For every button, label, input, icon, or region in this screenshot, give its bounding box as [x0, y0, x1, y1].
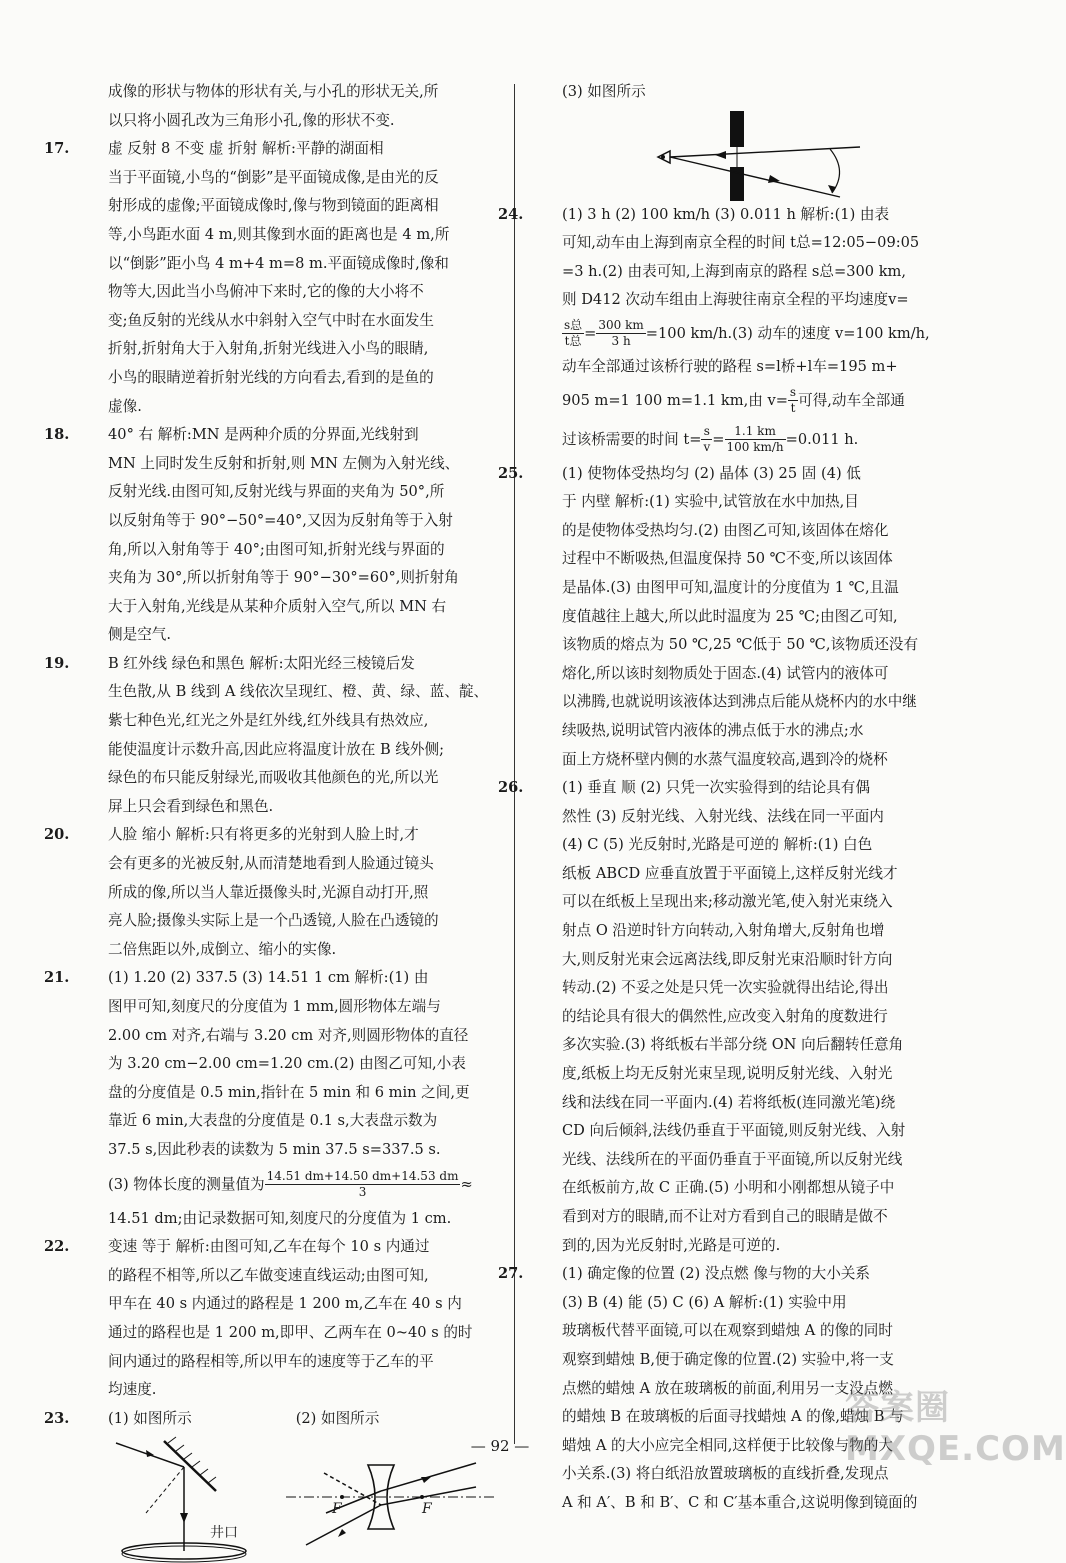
formula-line: 过该桥需要的时间 t= $\frac{s}{v}$ = $\frac{1.1 km}{100 km/h}$ =0.011 h. — [562, 424, 859, 455]
answer-19 — [44, 650, 496, 822]
text-line: 会有更多的光被反射,从而清楚地看到人脸通过镜头 — [108, 855, 434, 873]
text-line: 转动.(2) 不妥之处是只凭一次实验就得出结论,得出 — [562, 979, 889, 997]
text-line: (4) C (5) 光反射时,光路是可逆的 解析:(1) 白色 — [562, 836, 873, 854]
text-line: 多次实验.(3) 将纸板右半部分绕 ON 向后翻转任意角 — [562, 1036, 904, 1054]
fraction-numerator: s — [701, 424, 712, 440]
text-line: (1) 3 h (2) 100 km/h (3) 0.011 h 解析:(1) 由表 — [562, 205, 890, 223]
intro-answer — [76, 78, 496, 135]
fraction-numerator: 300 km — [598, 318, 644, 333]
text-line: 度,纸板上均无反射光束呈现,说明反射光线、入射光 — [562, 1065, 893, 1083]
text-line: 光线、法线所在的平面仍垂直于平面镜,所以反射光线 — [562, 1150, 903, 1168]
text-line: 图甲可知,刻度尺的分度值为 1 mm,圆形物体左端与 — [108, 998, 441, 1015]
text-line: 以反射角等于 90°−50°=40°,又因为反射角等于入射 — [108, 511, 453, 529]
text-line: 成像的形状与物体的形状有关,与小孔的形状无关,所 — [108, 83, 439, 100]
fraction-denominator: t — [790, 401, 796, 416]
text-line: A 和 A′、B 和 B′、C 和 C′基本重合,这说明像到镜面的 — [562, 1493, 918, 1511]
text-line: 小鸟的眼睛逆着折射光线的方向看去,看到的是鱼的 — [108, 368, 434, 386]
text-line: 亮人脸;摄像头实际上是一个凸透镜,人脸在凸透镜的 — [108, 912, 439, 930]
text-line: 玻璃板代替平面镜,可以在观察到蜡烛 A 的像的同时 — [562, 1322, 893, 1340]
text-line: 的路程不相等,所以乙车做变速直线运动;由图可知, — [108, 1266, 429, 1284]
text-segment: =0.011 h. — [785, 430, 859, 448]
answer-23 — [44, 1405, 496, 1563]
question-number: 23. — [44, 1409, 70, 1427]
answer-25 — [498, 460, 950, 775]
text-line: 屏上只会看到绿色和黑色. — [108, 797, 274, 815]
fraction-denominator: 100 km/h — [726, 440, 784, 455]
text-line: 物等大,因此当小鸟俯冲下来时,它的像的大小将不 — [108, 283, 424, 301]
fraction-denominator: v — [703, 440, 711, 455]
text-line: 过程中不断吸热,但温度保持 50 ℃不变,所以该固体 — [562, 550, 893, 568]
answer-23-part3 — [530, 78, 950, 107]
answer-22 — [44, 1233, 496, 1405]
question-number: 25. — [498, 464, 524, 482]
text-line: 所成的像,所以当人靠近摄像头时,光源自动打开,照 — [108, 883, 429, 901]
text-line: 折射,折射角大于入射角,折射光线进入小鸟的眼睛, — [108, 340, 429, 358]
text-line: 反射光线.由图可知,反射光线与界面的夹角为 50°,所 — [108, 483, 445, 501]
question-number: 24. — [498, 205, 524, 223]
text-line: =3 h.(2) 由表可知,上海到南京的路程 s总=300 km, — [562, 262, 907, 280]
figure-caption-3: (3) 如图所示 — [562, 83, 646, 100]
text-line: 小关系.(3) 将白纸沿放置玻璃板的直线折叠,发现点 — [562, 1465, 889, 1483]
text-line: 射形成的虚像;平面镜成像时,像与物到镜面的距离相 — [108, 197, 439, 215]
text-line: 续吸热,说明试管内液体的沸点低于水的沸点;水 — [562, 721, 864, 739]
text-line: 动车全部通过该桥行驶的路程 s=l桥+l车=195 m+ — [562, 357, 898, 375]
text-line: 变速 等于 解析:由图可知,乙车在每个 10 s 内通过 — [108, 1238, 430, 1256]
focus-label-right: F — [422, 1501, 432, 1518]
text-line: 角,所以入射角等于 40°;由图可知,折射光线与界面的 — [108, 540, 445, 558]
text-line: (1) 确定像的位置 (2) 没点燃 像与物的大小关系 — [562, 1265, 870, 1283]
text-line: 在纸板前方,故 C 正确.(5) 小明和小刚都想从镜子中 — [562, 1179, 895, 1197]
average-fraction — [265, 1169, 461, 1200]
text-line: (1) 使物体受热均匀 (2) 晶体 (3) 25 固 (4) 低 — [562, 464, 861, 482]
text-line: 当于平面镜,小鸟的“倒影”是平面镜成像,是由光的反 — [108, 168, 439, 186]
text-line: 是晶体.(3) 由图甲可知,温度计的分度值为 1 ℃,且温 — [562, 578, 899, 596]
formula-line: $\frac{\text{s总}}{\text{t总}}$ = $\frac{300 km}{3 h}$ =100 km/h.(3) 动车的速度 v=100 km/h, — [564, 318, 930, 349]
text-line: 以只将小圆孔改为三角形小孔,像的形状不变. — [108, 111, 395, 129]
figure-caption-1: (1) 如图所示 — [108, 1409, 192, 1427]
text-line: 虚 反射 8 不变 虚 折射 解析:平静的湖面相 — [108, 140, 384, 158]
text-line: 到的,因为光反射时,光路是可逆的. — [562, 1236, 781, 1254]
text-line: 二倍焦距以外,成倒立、缩小的实像. — [108, 940, 337, 958]
text-line: 蜡烛 A 的大小应完全相同,这样便于比较像与物的大 — [562, 1436, 893, 1454]
answer-20 — [44, 821, 496, 964]
formula-suffix: ≈ — [460, 1175, 473, 1193]
fraction-numerator: 1.1 km — [725, 424, 786, 440]
text-line: 该物质的熔点为 50 ℃,25 ℃低于 50 ℃,该物质还没有 — [562, 636, 919, 654]
text-line: 的是使物体受热均匀.(2) 由图乙可知,该固体在熔化 — [562, 521, 889, 539]
text-line: 看到对方的眼睛,而不让对方看到自己的眼睛是做不 — [562, 1208, 888, 1225]
text-line: 然性 (3) 反射光线、入射光线、法线在同一平面内 — [562, 807, 884, 825]
text-line: (1) 1.20 (2) 337.5 (3) 14.51 1 cm 解析:(1) 由 — [108, 969, 429, 987]
fraction — [562, 318, 584, 349]
text-line: 甲车在 40 s 内通过的路程是 1 200 m,乙车在 40 s 内 — [108, 1295, 462, 1313]
text-segment: 过该桥需要的时间 t= — [562, 430, 702, 448]
question-number: 22. — [44, 1238, 70, 1256]
text-line: 均速度. — [108, 1381, 157, 1399]
text-line: 则 D412 次动车组由上海驶往南京全程的平均速度v= — [562, 291, 909, 309]
text-line: 间内通过的路程相等,所以甲车的速度等于乙车的平 — [108, 1352, 434, 1370]
left-column — [44, 78, 496, 1563]
formula-line — [530, 382, 950, 420]
question-number: 17. — [44, 140, 70, 158]
text-line: 绿色的布只能反射绿光,而吸收其他颜色的光,所以光 — [108, 769, 439, 787]
text-line: 为 3.20 cm−2.00 cm=1.20 cm.(2) 由图乙可知,小表 — [108, 1055, 466, 1073]
text-line: 夹角为 30°,所以折射角等于 90°−30°=60°,则折射角 — [108, 569, 459, 587]
text-line: 大于入射角,光线是从某种介质射入空气,所以 MN 右 — [108, 597, 447, 615]
answer-18 — [44, 421, 496, 650]
question-number: 21. — [44, 969, 70, 987]
answer-24 — [498, 201, 950, 460]
text-line: 纸板 ABCD 应垂直放置于平面镜上,这样反射光线才 — [562, 864, 898, 882]
well-label: 井口 — [210, 1525, 238, 1542]
text-line: 变;鱼反射的光线从水中斜射入空气中时在水面发生 — [108, 311, 434, 329]
text-line: 的蜡烛 B 在玻璃板的后面寻找蜡烛 A 的像,蜡烛 B 与 — [562, 1408, 904, 1426]
fraction-denominator: 3 — [358, 1185, 367, 1200]
text-segment: 可得,动车全部通 — [798, 391, 905, 409]
fraction-denominator: t总 — [564, 334, 582, 349]
text-line: 以沸腾,也就说明该液体达到沸点后能从烧杯内的水中继 — [562, 693, 917, 711]
text-line: 熔化,所以该时刻物质处于固态.(4) 试管内的液体可 — [562, 664, 889, 682]
text-line: 可以在纸板上呈现出来;移动激光笔,使入射光束绕入 — [562, 893, 893, 911]
formula-prefix: (3) 物体长度的测量值为 — [108, 1175, 265, 1193]
fraction-numerator: s — [789, 385, 797, 400]
text-line: (3) B (4) 能 (5) C (6) A 解析:(1) 实验中用 — [562, 1293, 847, 1311]
text-line: 度值越往上越大,所以此时温度为 25 ℃;由图乙可知, — [562, 607, 898, 625]
text-line: 37.5 s,因此秒表的读数为 5 min 37.5 s=337.5 s. — [108, 1140, 441, 1158]
focus-label-left: F — [332, 1501, 342, 1518]
text-segment: =100 km/h.(3) 动车的速度 v=100 km/h, — [645, 324, 930, 342]
text-line: 面上方烧杯壁内侧的水蒸气温度较高,遇到冷的烧杯 — [562, 750, 888, 768]
fraction — [788, 385, 798, 416]
text-segment: 905 m=1 100 m=1.1 km,由 v= — [562, 391, 788, 409]
figure-mirror-eye — [530, 107, 950, 201]
fraction — [596, 318, 645, 349]
answer-17 — [44, 135, 496, 421]
text-line: 通过的路程也是 1 200 m,即甲、乙两车在 0~40 s 的时 — [108, 1323, 473, 1341]
text-line: CD 向后倾斜,法线仍垂直于平面镜,则反射光线、入射 — [562, 1122, 906, 1140]
text-line: 线和法线在同一平面内.(4) 若将纸板(连同激光笔)绕 — [562, 1093, 896, 1111]
answer-21 — [44, 964, 496, 1233]
text-line: (1) 垂直 顺 (2) 只凭一次实验得到的结论具有偶 — [562, 779, 870, 797]
text-line: 生色散,从 B 线到 A 线依次呈现红、橙、黄、绿、蓝、靛、 — [108, 683, 489, 701]
watermark-logo: 答案圈 MXQE.COM — [845, 1388, 1066, 1469]
question-number: 20. — [44, 826, 70, 844]
question-number: 27. — [498, 1265, 524, 1283]
text-line: 40° 右 解析:MN 是两种介质的分界面,光线射到 — [108, 426, 419, 444]
column-divider — [514, 84, 515, 1444]
formula-line — [76, 1165, 496, 1205]
text-line: 的结论具有很大的偶然性,应改变入射角的度数进行 — [562, 1007, 888, 1025]
text-line: MN 上同时发生反射和折射,则 MN 左侧为入射光线、 — [108, 454, 460, 472]
text-line: 虚像. — [108, 397, 142, 415]
text-line: 可知,动车由上海到南京全程的时间 t总=12:05−09:05 — [562, 234, 920, 252]
fraction — [701, 424, 712, 455]
page-number: — 92 — — [470, 1437, 530, 1455]
text-line: 盘的分度值是 0.5 min,指针在 5 min 和 6 min 之间,更 — [108, 1083, 470, 1101]
diagram-mirror-eye — [530, 107, 950, 201]
text-line: 观察到蜡烛 B,便于确定像的位置.(2) 实验中,将一支 — [562, 1350, 894, 1368]
text-line: 大,则反射光束会远离法线,即反射光束沿顺时针方向 — [562, 950, 893, 968]
question-number: 18. — [44, 426, 70, 444]
text-line: 侧是空气. — [108, 626, 172, 644]
text-line: 14.51 dm;由记录数据可知,刻度尺的分度值为 1 cm. — [108, 1209, 452, 1227]
text-line: 靠近 6 min,大表盘的分度值是 0.1 s,大表盘示数为 — [108, 1112, 438, 1130]
text-line: 能使温度计示数升高,因此应将温度计放在 B 线外侧; — [108, 740, 445, 758]
text-line: 2.00 cm 对齐,右端与 3.20 cm 对齐,则圆形物体的直径 — [108, 1026, 469, 1044]
figure-caption-2: (2) 如图所示 — [295, 1409, 380, 1427]
question-number: 26. — [498, 779, 524, 797]
answer-26 — [498, 774, 950, 1260]
text-line: 射点 O 沿逆时针方向转动,入射角增大,反射角也增 — [562, 922, 885, 940]
text-line: 于 内壁 解析:(1) 实验中,试管放在水中加热,目 — [562, 493, 859, 511]
text-line: 人脸 缩小 解析:只有将更多的光射到人脸上时,才 — [108, 826, 419, 844]
fraction-numerator: 14.51 dm+14.50 dm+14.53 dm — [266, 1169, 459, 1184]
text-line: B 红外线 绿色和黑色 解析:太阳光经三棱镜后发 — [108, 654, 415, 672]
text-line: 紫七种色光,红光之外是红外线,红外线具有热效应, — [108, 712, 429, 730]
text-line: 点燃的蜡烛 A 放在玻璃板的前面,利用另一支没点燃 — [562, 1379, 893, 1397]
question-number: 19. — [44, 654, 70, 672]
text-line: 以“倒影”距小鸟 4 m+4 m=8 m.平面镜成像时,像和 — [108, 254, 449, 272]
text-line: 等,小鸟距水面 4 m,则其像到水面的距离也是 4 m,所 — [108, 225, 450, 243]
fraction — [725, 424, 786, 455]
fraction-numerator: s总 — [564, 318, 583, 333]
fraction-denominator: 3 h — [611, 334, 631, 349]
